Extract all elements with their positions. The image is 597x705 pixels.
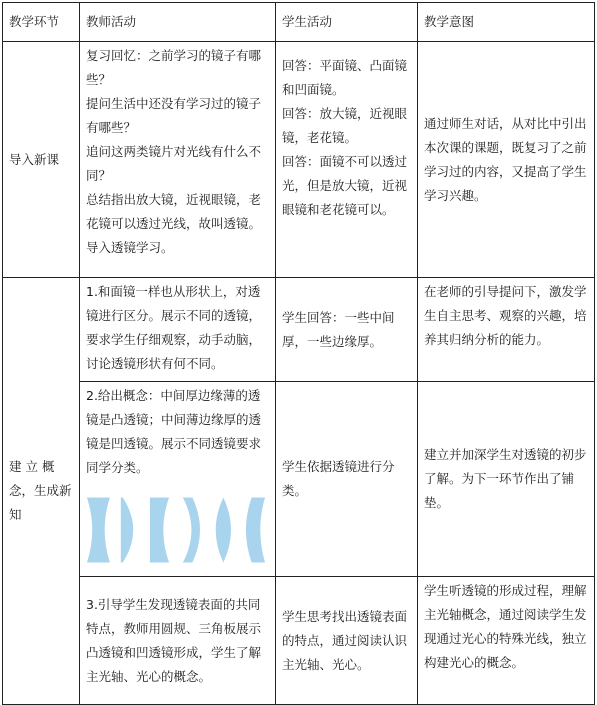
row-concept-step1 [3, 278, 595, 382]
step3-student-activity: 学生思考找出透镜表面的特点，通过阅读认识主光轴、光心。 [276, 577, 418, 705]
step2-teaching-intent: 建立并加深学生对透镜的初步了解。为下一环节作出了铺垫。 [418, 382, 595, 577]
row-concept-step2 [3, 382, 595, 577]
intro-student-line: 回答：面镜不可以透过光，但是放大镜，近视眼镜和老花镜可以。 [282, 154, 408, 217]
lesson-plan-table [2, 2, 595, 705]
header-stage: 教学环节 [3, 3, 80, 42]
step2-teacher-text: 2.给出概念：中间厚边缘薄的透镜是凸透镜；中间薄边缘厚的透镜是凹透镜。展示不同透镜要求同学分类。 [86, 388, 262, 475]
intro-teacher-line: 复习回忆：之前学习的镜子有哪些？ [86, 48, 262, 87]
step3-teacher-activity: 3.引导学生发现透镜表面的共同特点，教师用圆规、三角板展示凸透镜和凹透镜形成，学生了解主光轴、光心的概念。 [80, 577, 276, 705]
stage-intro: 导入新课 [3, 42, 80, 278]
plano-convex-lens-icon [117, 494, 142, 566]
step1-teaching-intent: 在老师的引导提问下，激发学生自主思考、观察的兴趣，培养其归纳分析的能力。 [418, 278, 595, 382]
row-concept-step3 [3, 577, 595, 705]
concave-meniscus-lens-icon [244, 494, 269, 566]
step1-teacher-activity: 1.和面镜一样也从形状上，对透镜进行区分。展示不同的透镜，要求学生仔细观察，动手动脑，讨论透镜形状有何不同。 [80, 278, 276, 382]
intro-teaching-intent: 通过师生对话，从对比中引出本次课的课题，既复习了之前学习过的内容，又提高了学生学习兴趣。 [418, 42, 595, 278]
step2-student-activity: 学生依据透镜进行分类。 [276, 382, 418, 577]
biconvex-lens-icon [209, 494, 238, 566]
lens-figures [86, 480, 269, 574]
intro-student-line: 回答：平面镜、凸面镜和凹面镜。 [282, 58, 408, 97]
intro-teacher-line: 总结指出放大镜，近视眼镜，老花镜可以透过光线，故叫透镜。导入透镜学习。 [86, 192, 262, 255]
intro-student-activity [276, 42, 418, 278]
stage-concept: 建 立 概念，生成新知 [3, 278, 80, 705]
intro-teacher-line: 追问这两类镜片对光线有什么不同？ [86, 144, 262, 183]
intro-student-line: 回答：放大镜，近视眼镜，老花镜。 [282, 106, 408, 145]
header-row [3, 3, 595, 42]
step2-teacher-activity [80, 382, 276, 577]
header-teacher-activity: 教师活动 [80, 3, 276, 42]
step3-teaching-intent: 学生听透镜的形成过程，理解主光轴概念，通过阅读学生发现通过光心的特殊光线，独立构建光心的概念。 [418, 577, 595, 705]
intro-teacher-activity [80, 42, 276, 278]
header-student-activity: 学生活动 [276, 3, 418, 42]
meniscus-lens-icon [179, 494, 204, 566]
step1-student-activity: 学生回答：一些中间厚，一些边缘厚。 [276, 278, 418, 382]
row-intro [3, 42, 595, 278]
biconcave-lens-icon [86, 494, 111, 566]
header-teaching-intent: 教学意图 [418, 3, 595, 42]
intro-teacher-line: 提问生活中还没有学习过的镜子有哪些？ [86, 96, 262, 135]
plano-concave-lens-icon [148, 494, 173, 566]
